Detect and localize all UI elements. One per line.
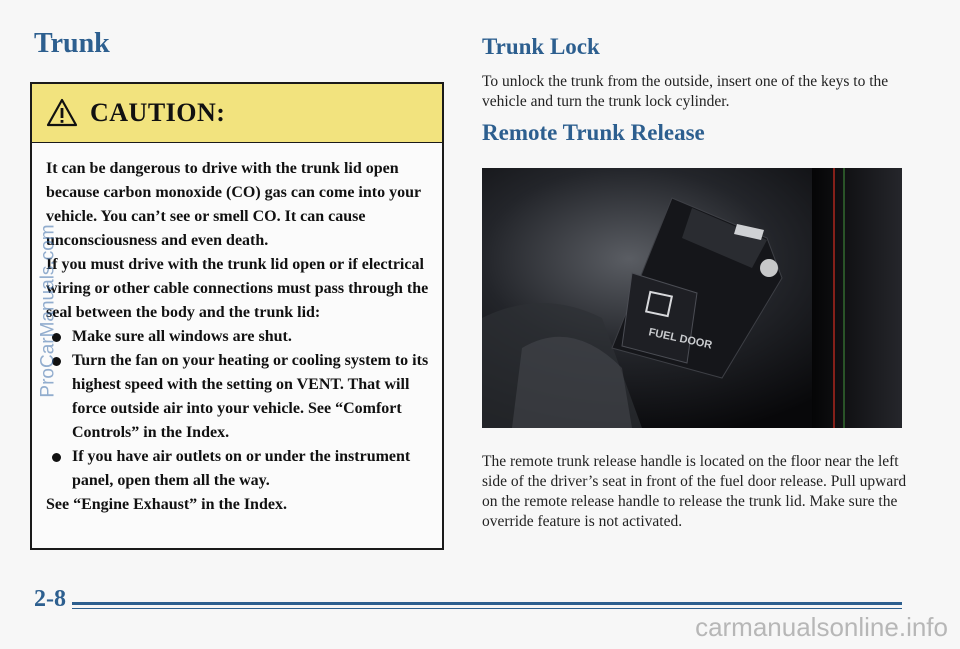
caution-bullet-list: [46, 325, 432, 493]
page-number: 2-8: [34, 586, 66, 612]
remote-release-text: The remote trunk release handle is located on the floor near the left side of the driver’s seat in front of the fuel door release. Pull upward on the remote release handle to release the trunk lid. Make sure the override feature is not activated.: [482, 453, 907, 530]
warning-triangle-icon: [46, 97, 78, 129]
section-title-trunk-lock: Trunk Lock: [482, 34, 600, 59]
caution-bullet-item: Make sure all windows are shut.: [46, 325, 432, 349]
caution-title: CAUTION:: [90, 98, 226, 127]
footer-rule: [72, 602, 902, 605]
section-title-remote-trunk-release: Remote Trunk Release: [482, 120, 705, 145]
remote-release-photo: [482, 168, 902, 428]
caution-bullet-item: Turn the fan on your heating or cooling system to its highest speed with the setting on VENT. That will force outside air into your vehicle. See “Comfort Controls” in the Index.: [46, 349, 432, 445]
caution-header: [32, 84, 442, 143]
caution-footer: See “Engine Exhaust” in the Index.: [46, 496, 287, 513]
bullet-icon: [52, 453, 61, 462]
trunk-lock-text: To unlock the trunk from the outside, insert one of the keys to the vehicle and turn the trunk lock cylinder.: [482, 73, 889, 110]
caution-box: [30, 82, 444, 550]
fuel-door-label: FUEL DOOR: [647, 326, 714, 352]
footer-rule-thin: [72, 608, 902, 609]
watermark-bottom: carmanualsonline.info: [695, 612, 948, 642]
page-title: Trunk: [34, 28, 110, 59]
caution-bullet-item: If you have air outlets on or under the instrument panel, open them all the way.: [46, 445, 432, 493]
caution-condition: If you must drive with the trunk lid open or if electrical wiring or other cable connections must pass through the seal between the body and the trunk lid:: [46, 256, 429, 321]
caution-body: [32, 143, 442, 517]
caution-intro: It can be dangerous to drive with the trunk lid open because carbon monoxide (CO) gas can come into your vehicle. You can’t see or smell CO. It can cause unconsciousness and even death.: [46, 160, 421, 249]
remote-release-photo-illustration: [482, 168, 902, 428]
watermark-left: ProCarManuals.com: [37, 224, 59, 398]
